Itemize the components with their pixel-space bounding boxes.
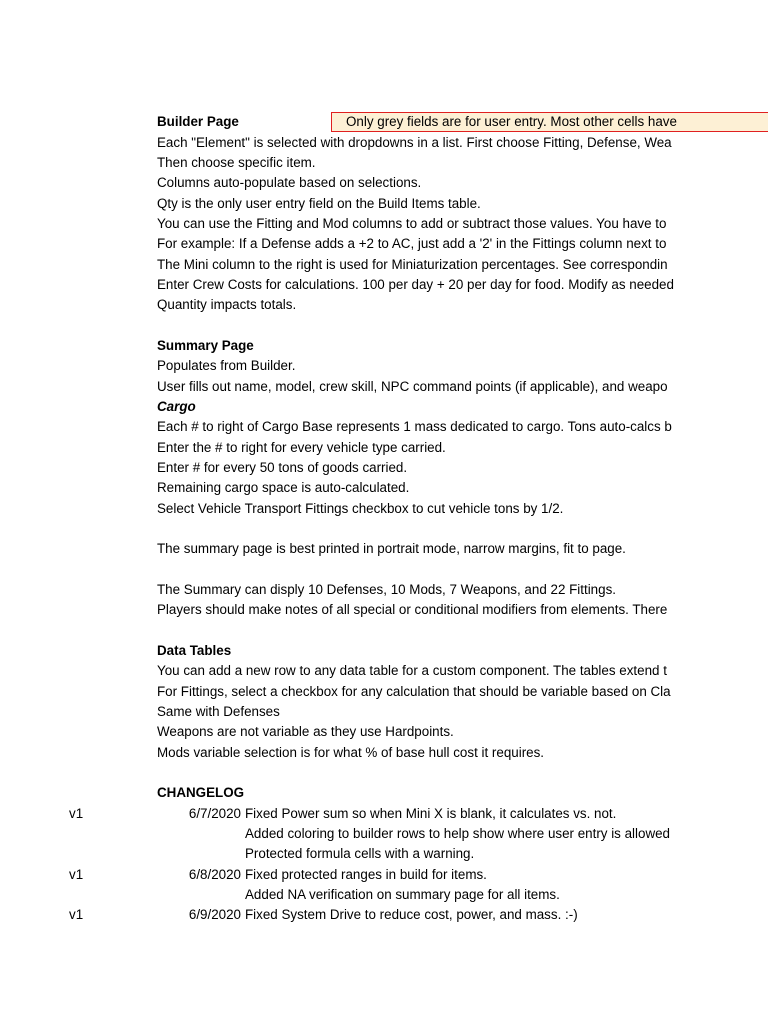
summary-line: Populates from Builder. — [157, 358, 296, 373]
builder-line: Then choose specific item. — [157, 155, 316, 170]
cargo-line: Select Vehicle Transport Fittings checkbox to cut vehicle tons by 1/2. — [157, 501, 564, 516]
data-tables-line: Same with Defenses — [157, 704, 280, 719]
cargo-heading: Cargo — [157, 399, 196, 414]
data-tables-line: For Fittings, select a checkbox for any calculation that should be variable based on Cla — [157, 684, 671, 699]
summary-line: The Summary can disply 10 Defenses, 10 Mods, 7 Weapons, and 22 Fittings. — [157, 582, 616, 597]
changelog-entry: Protected formula cells with a warning. — [245, 846, 475, 861]
changelog-entry: Added coloring to builder rows to help show where user entry is allowed — [245, 826, 671, 841]
builder-line: Qty is the only user entry field on the Build Items table. — [157, 196, 481, 211]
changelog-entry: Fixed System Drive to reduce cost, power, and mass. :-) — [245, 907, 578, 922]
builder-line: The Mini column to the right is used for Miniaturization percentages. See correspondin — [157, 257, 668, 272]
changelog-entry: Fixed Power sum so when Mini X is blank, it calculates vs. not. — [245, 806, 617, 821]
data-tables-line: You can add a new row to any data table for a custom component. The tables extend t — [157, 663, 667, 678]
changelog-entry: Added NA verification on summary page for all items. — [245, 887, 560, 902]
summary-line: User fills out name, model, crew skill, NPC command points (if applicable), and weapo — [157, 379, 668, 394]
changelog-date: 6/8/2020 — [188, 867, 241, 882]
cargo-line: Enter the # to right for every vehicle type carried. — [157, 440, 446, 455]
builder-line: Each "Element" is selected with dropdowns in a list. First choose Fitting, Defense, Wea — [157, 135, 672, 150]
cargo-line: Each # to right of Cargo Base represents 1 mass dedicated to cargo. Tons auto-calcs b — [157, 419, 672, 434]
builder-line: For example: If a Defense adds a +2 to AC, just add a '2' in the Fittings column next to — [157, 236, 667, 251]
cargo-line: Enter # for every 50 tons of goods carried. — [157, 460, 408, 475]
data-tables-line: Weapons are not variable as they use Hardpoints. — [157, 724, 454, 739]
changelog-version: v1 — [69, 907, 84, 922]
builder-line: Quantity impacts totals. — [157, 297, 297, 312]
builder-line: You can use the Fitting and Mod columns to add or subtract those values. You have to — [157, 216, 667, 231]
builder-line: Enter Crew Costs for calculations. 100 per day + 20 per day for food. Modify as needed — [157, 277, 674, 292]
summary-heading: Summary Page — [157, 338, 254, 353]
print-note: The summary page is best printed in portrait mode, narrow margins, fit to page. — [157, 541, 626, 556]
builder-line: Columns auto-populate based on selections. — [157, 175, 422, 190]
changelog-version: v1 — [69, 806, 84, 821]
user-entry-note-cell[interactable] — [331, 112, 768, 132]
data-tables-line: Mods variable selection is for what % of base hull cost it requires. — [157, 745, 545, 760]
builder-heading: Builder Page — [157, 114, 239, 129]
changelog-date: 6/7/2020 — [188, 806, 241, 821]
changelog-heading: CHANGELOG — [157, 785, 245, 800]
data-tables-heading: Data Tables — [157, 643, 232, 658]
summary-line: Players should make notes of all special or conditional modifiers from elements. There — [157, 602, 668, 617]
user-entry-note: Only grey fields are for user entry. Most other cells have — [346, 114, 677, 129]
cargo-line: Remaining cargo space is auto-calculated. — [157, 480, 410, 495]
changelog-entry: Fixed protected ranges in build for items. — [245, 867, 487, 882]
changelog-version: v1 — [69, 867, 84, 882]
changelog-date: 6/9/2020 — [188, 907, 241, 922]
